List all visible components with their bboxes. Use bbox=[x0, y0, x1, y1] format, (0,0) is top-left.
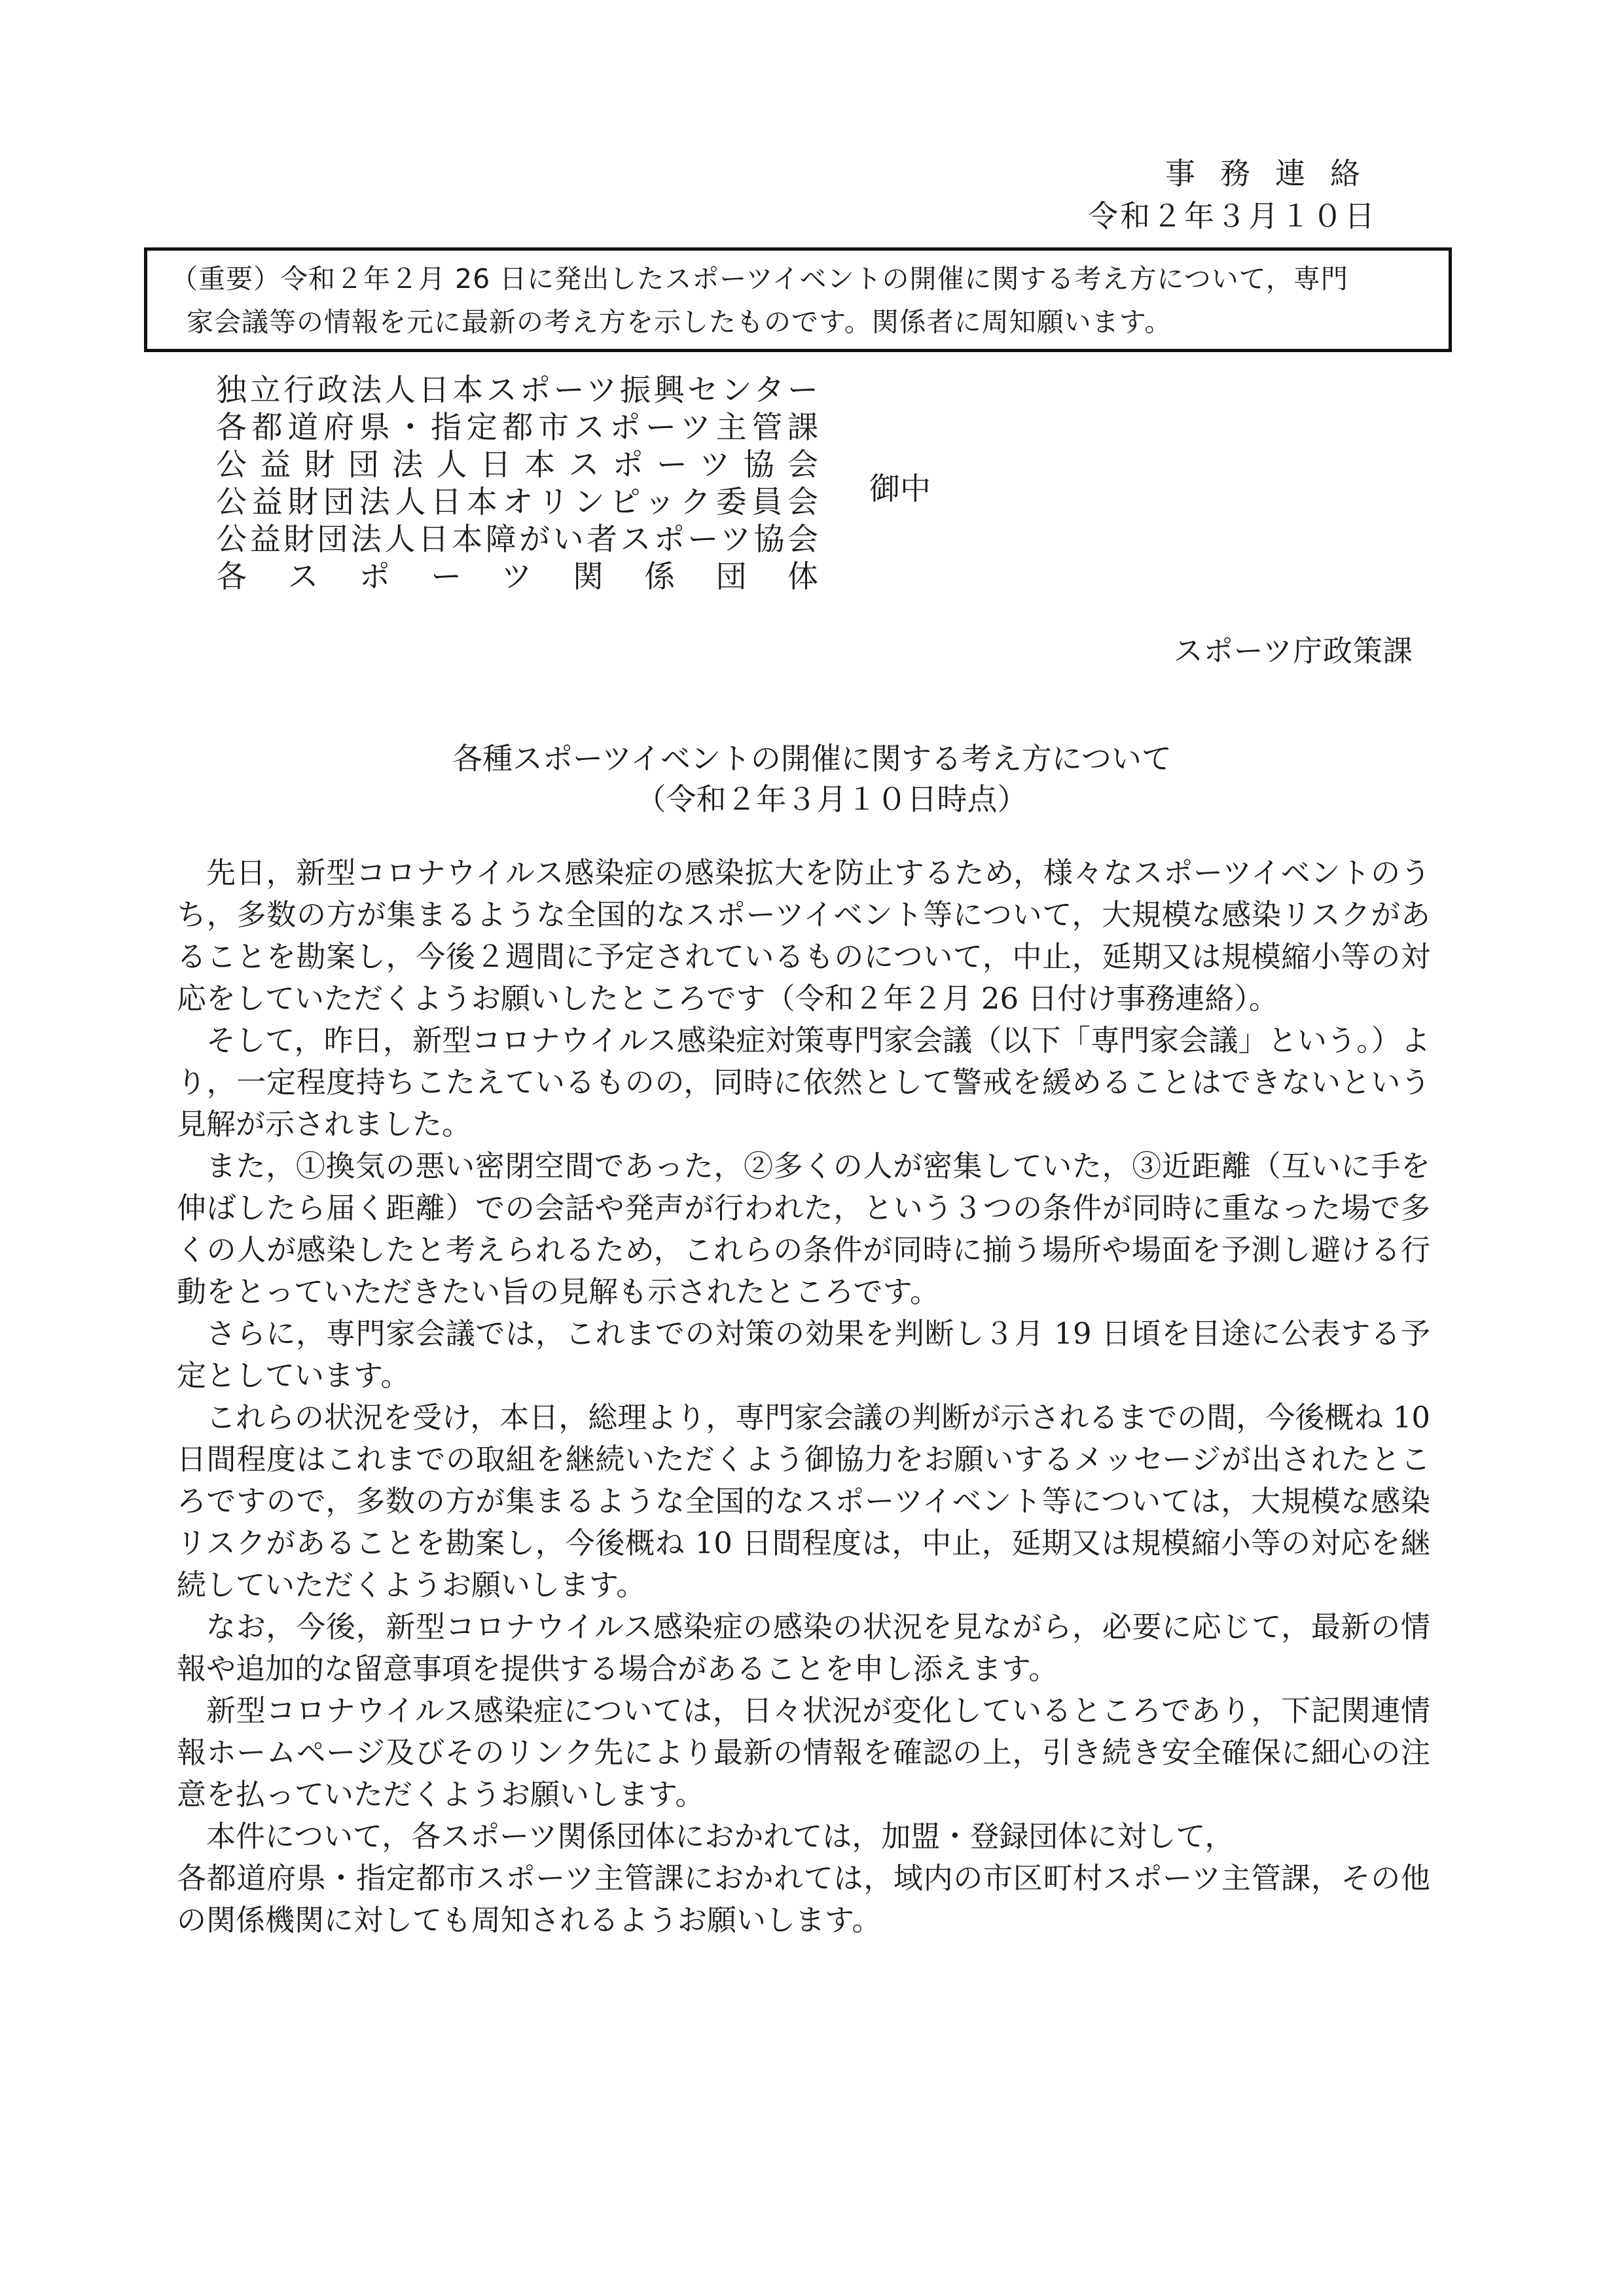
document-type-label: 事務連絡 bbox=[1165, 156, 1385, 191]
important-notice-box bbox=[144, 247, 1452, 352]
body-paragraph: 新型コロナウイルス感染症については，日々状況が変化しているところであり，下記関連情報ホームページ及びそのリンク先により最新の情報を確認の上，引き続き安全確保に細心の注意を払っていただくようお願いします。 bbox=[177, 1693, 1430, 1812]
document-title bbox=[0, 738, 1624, 819]
body-paragraph: 本件について，各スポーツ関係団体におかれては，加盟・登録団体に対して， bbox=[206, 1819, 1235, 1854]
body-paragraph: 先日，新型コロナウイルス感染症の感染拡大を防止するため，様々なスポーツイベントのうち，多数の方が集まるような全国的なスポーツイベント等について，大規模な感染リスクがあることを勘案し，今後２週間に予定されているものについて，中止，延期又は規模縮小等の対応をしていただくようお願いしたところです（令和２年２月 26 日付け事務連絡）。 bbox=[177, 855, 1430, 1016]
title-line-1: 各種スポーツイベントの開催に関する考え方について bbox=[452, 741, 1172, 776]
body-paragraph: また，①換気の悪い密閉空間であった，②多くの人が密集していた，③近距離（互いに手を伸ばしたら届く距離）での会話や発声が行われた，という３つの条件が同時に重なった場で多くの人が感染したと考えられるため，これらの条件が同時に揃う場所や場面を予測し避ける行動をとっていただきたい旨の見解も示されたところです。 bbox=[177, 1149, 1430, 1309]
recipient-item: 各スポーツ関係団体 bbox=[216, 559, 818, 595]
document-date: 令和２年３月１０日 bbox=[1088, 198, 1377, 234]
recipient-item: 公益財団法人日本障がい者スポーツ協会 bbox=[216, 522, 818, 558]
body-paragraph: これらの状況を受け，本日，総理より，専門家会議の判断が示されるまでの間，今後概ね 10 日間程度はこれまでの取組を継続いただくよう御協力をお願いするメッセージが出されたところですので，多数の方が集まるような全国的なスポーツイベント等については，大規模な感染リスクがあることを勘案し，今後概ね 10 日間程度は，中止，延期又は規模縮小等の対応を継続していただくようお願いします。 bbox=[177, 1400, 1430, 1602]
title-line-2: （令和２年３月１０日時点） bbox=[636, 781, 1028, 817]
recipient-item: 公益財団法人日本オリンピック委員会 bbox=[216, 484, 818, 520]
recipient-item: 各都道府県・指定都市スポーツ主管課 bbox=[216, 410, 818, 446]
recipient-honorific: 御中 bbox=[869, 471, 931, 507]
recipient-item: 独立行政法人日本スポーツ振興センター bbox=[216, 372, 818, 408]
notice-line-1: （重要）令和２年２月 26 日に発出したスポーツイベントの開催に関する考え方について，専門 bbox=[171, 263, 1348, 295]
sender-name: スポーツ庁政策課 bbox=[1173, 634, 1413, 668]
body-paragraph: そして，昨日，新型コロナウイルス感染症対策専門家会議（以下「専門家会議」という。）より，一定程度持ちこたえているものの，同時に依然として警戒を緩めることはできないという見解が示されました。 bbox=[177, 1023, 1430, 1141]
recipient-list bbox=[216, 372, 818, 596]
notice-line-2: 家会議等の情報を元に最新の考え方を示したものです。関係者に周知願います。 bbox=[187, 306, 1172, 338]
body-paragraph: なお，今後，新型コロナウイルス感染症の感染の状況を見ながら，必要に応じて，最新の情報や追加的な留意事項を提供する場合があることを申し添えます。 bbox=[177, 1609, 1430, 1686]
body-paragraph-continued: 各都道府県・指定都市スポーツ主管課におかれては，域内の市区町村スポーツ主管課，その他の関係機関に対しても周知されるようお願いします。 bbox=[177, 1861, 1430, 1937]
document-body bbox=[177, 852, 1430, 1941]
recipient-item: 公益財団法人日本スポーツ協会 bbox=[216, 447, 818, 483]
body-paragraph: さらに，専門家会議では，これまでの対策の効果を判断し３月 19 日頃を目途に公表する予定としています。 bbox=[177, 1316, 1430, 1393]
